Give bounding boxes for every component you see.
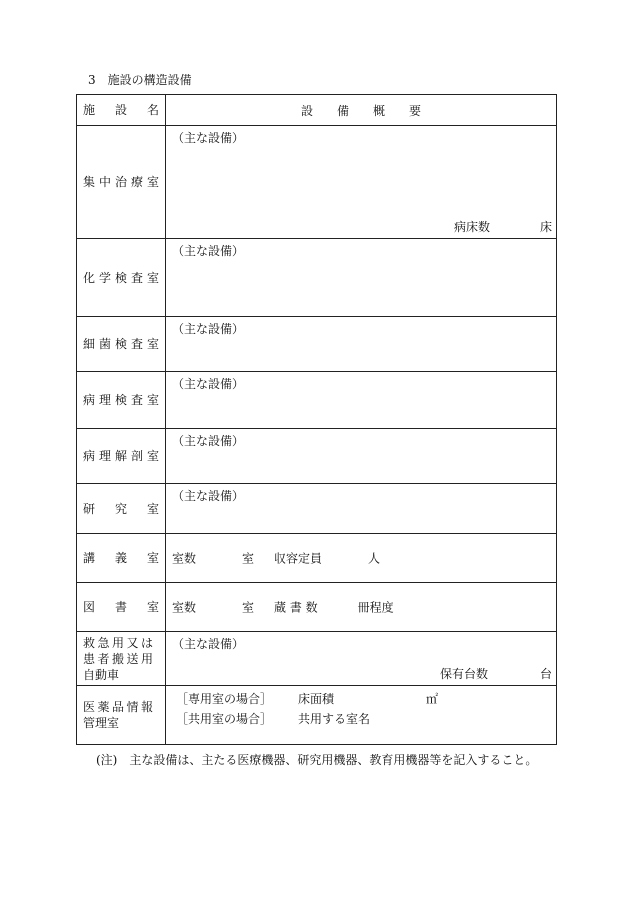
footnote: (注) 主な設備は、主たる医療機器、研究用機器、教育用機器等を記入すること。 (96, 753, 538, 767)
main-equipment-label: （主な設備） (172, 322, 245, 336)
lecture-fields: 室数 室 収容定員 人 (172, 551, 381, 566)
equipment-cell-research[interactable] (166, 484, 557, 534)
table-row-library (77, 583, 557, 632)
equipment-cell-ambulance[interactable] (166, 632, 557, 686)
row-name-path-lab: 病理検査室 (77, 372, 166, 429)
equipment-cell-drug-info[interactable] (166, 686, 557, 745)
equipment-cell-path-lab[interactable] (166, 372, 557, 429)
main-equipment-label: （主な設備） (172, 637, 245, 651)
facility-table (76, 94, 557, 745)
main-equipment-label: （主な設備） (172, 377, 245, 391)
row-name-chem-lab: 化学検査室 (77, 239, 166, 317)
row-name-drug-info: 医薬品情報管理室 (77, 686, 166, 745)
main-equipment-label: （主な設備） (172, 434, 245, 448)
row-name-research: 研 究 室 (77, 484, 166, 534)
section-title: 3 施設の構造設備 (88, 73, 192, 87)
shared-room-line: ［共用室の場合］ 共用する室名 (176, 712, 371, 726)
table-row-chem-lab (77, 239, 557, 317)
table-header-row (77, 95, 557, 126)
table-row-research (77, 484, 557, 534)
bed-count-field: 病床数 床 (453, 220, 552, 234)
equipment-cell-bact-lab[interactable] (166, 317, 557, 372)
table-row-path-lab (77, 372, 557, 429)
table-row-icu (77, 126, 557, 239)
header-equipment-overview: 設 備 概 要 (166, 95, 557, 126)
equipment-cell-autopsy[interactable] (166, 429, 557, 484)
equipment-cell-library[interactable] (166, 583, 557, 632)
main-equipment-label: （主な設備） (172, 489, 245, 503)
equipment-cell-icu[interactable] (166, 126, 557, 239)
table-row-drug-info (77, 686, 557, 745)
row-name-library: 図 書 室 (77, 583, 166, 632)
library-fields: 室数 室 蔵 書 数 冊程度 (172, 600, 394, 615)
table-row-lecture (77, 534, 557, 583)
row-name-ambulance: 救急用又は患者搬送用自動車 (77, 632, 166, 686)
equipment-cell-lecture[interactable] (166, 534, 557, 583)
row-name-lecture: 講 義 室 (77, 534, 166, 583)
row-name-bact-lab: 細菌検査室 (77, 317, 166, 372)
row-name-autopsy: 病理解剖室 (77, 429, 166, 484)
equipment-cell-chem-lab[interactable] (166, 239, 557, 317)
dedicated-room-line: ［専用室の場合］ 床面積 ㎡ (176, 692, 439, 706)
main-equipment-label: （主な設備） (172, 131, 245, 145)
header-facility-name: 施 設 名 (77, 95, 166, 126)
vehicle-count-field: 保有台数 台 (439, 667, 552, 681)
table-row-ambulance (77, 632, 557, 686)
row-name-icu: 集中治療室 (77, 126, 166, 239)
table-row-bact-lab (77, 317, 557, 372)
table-row-autopsy (77, 429, 557, 484)
main-equipment-label: （主な設備） (172, 244, 245, 258)
